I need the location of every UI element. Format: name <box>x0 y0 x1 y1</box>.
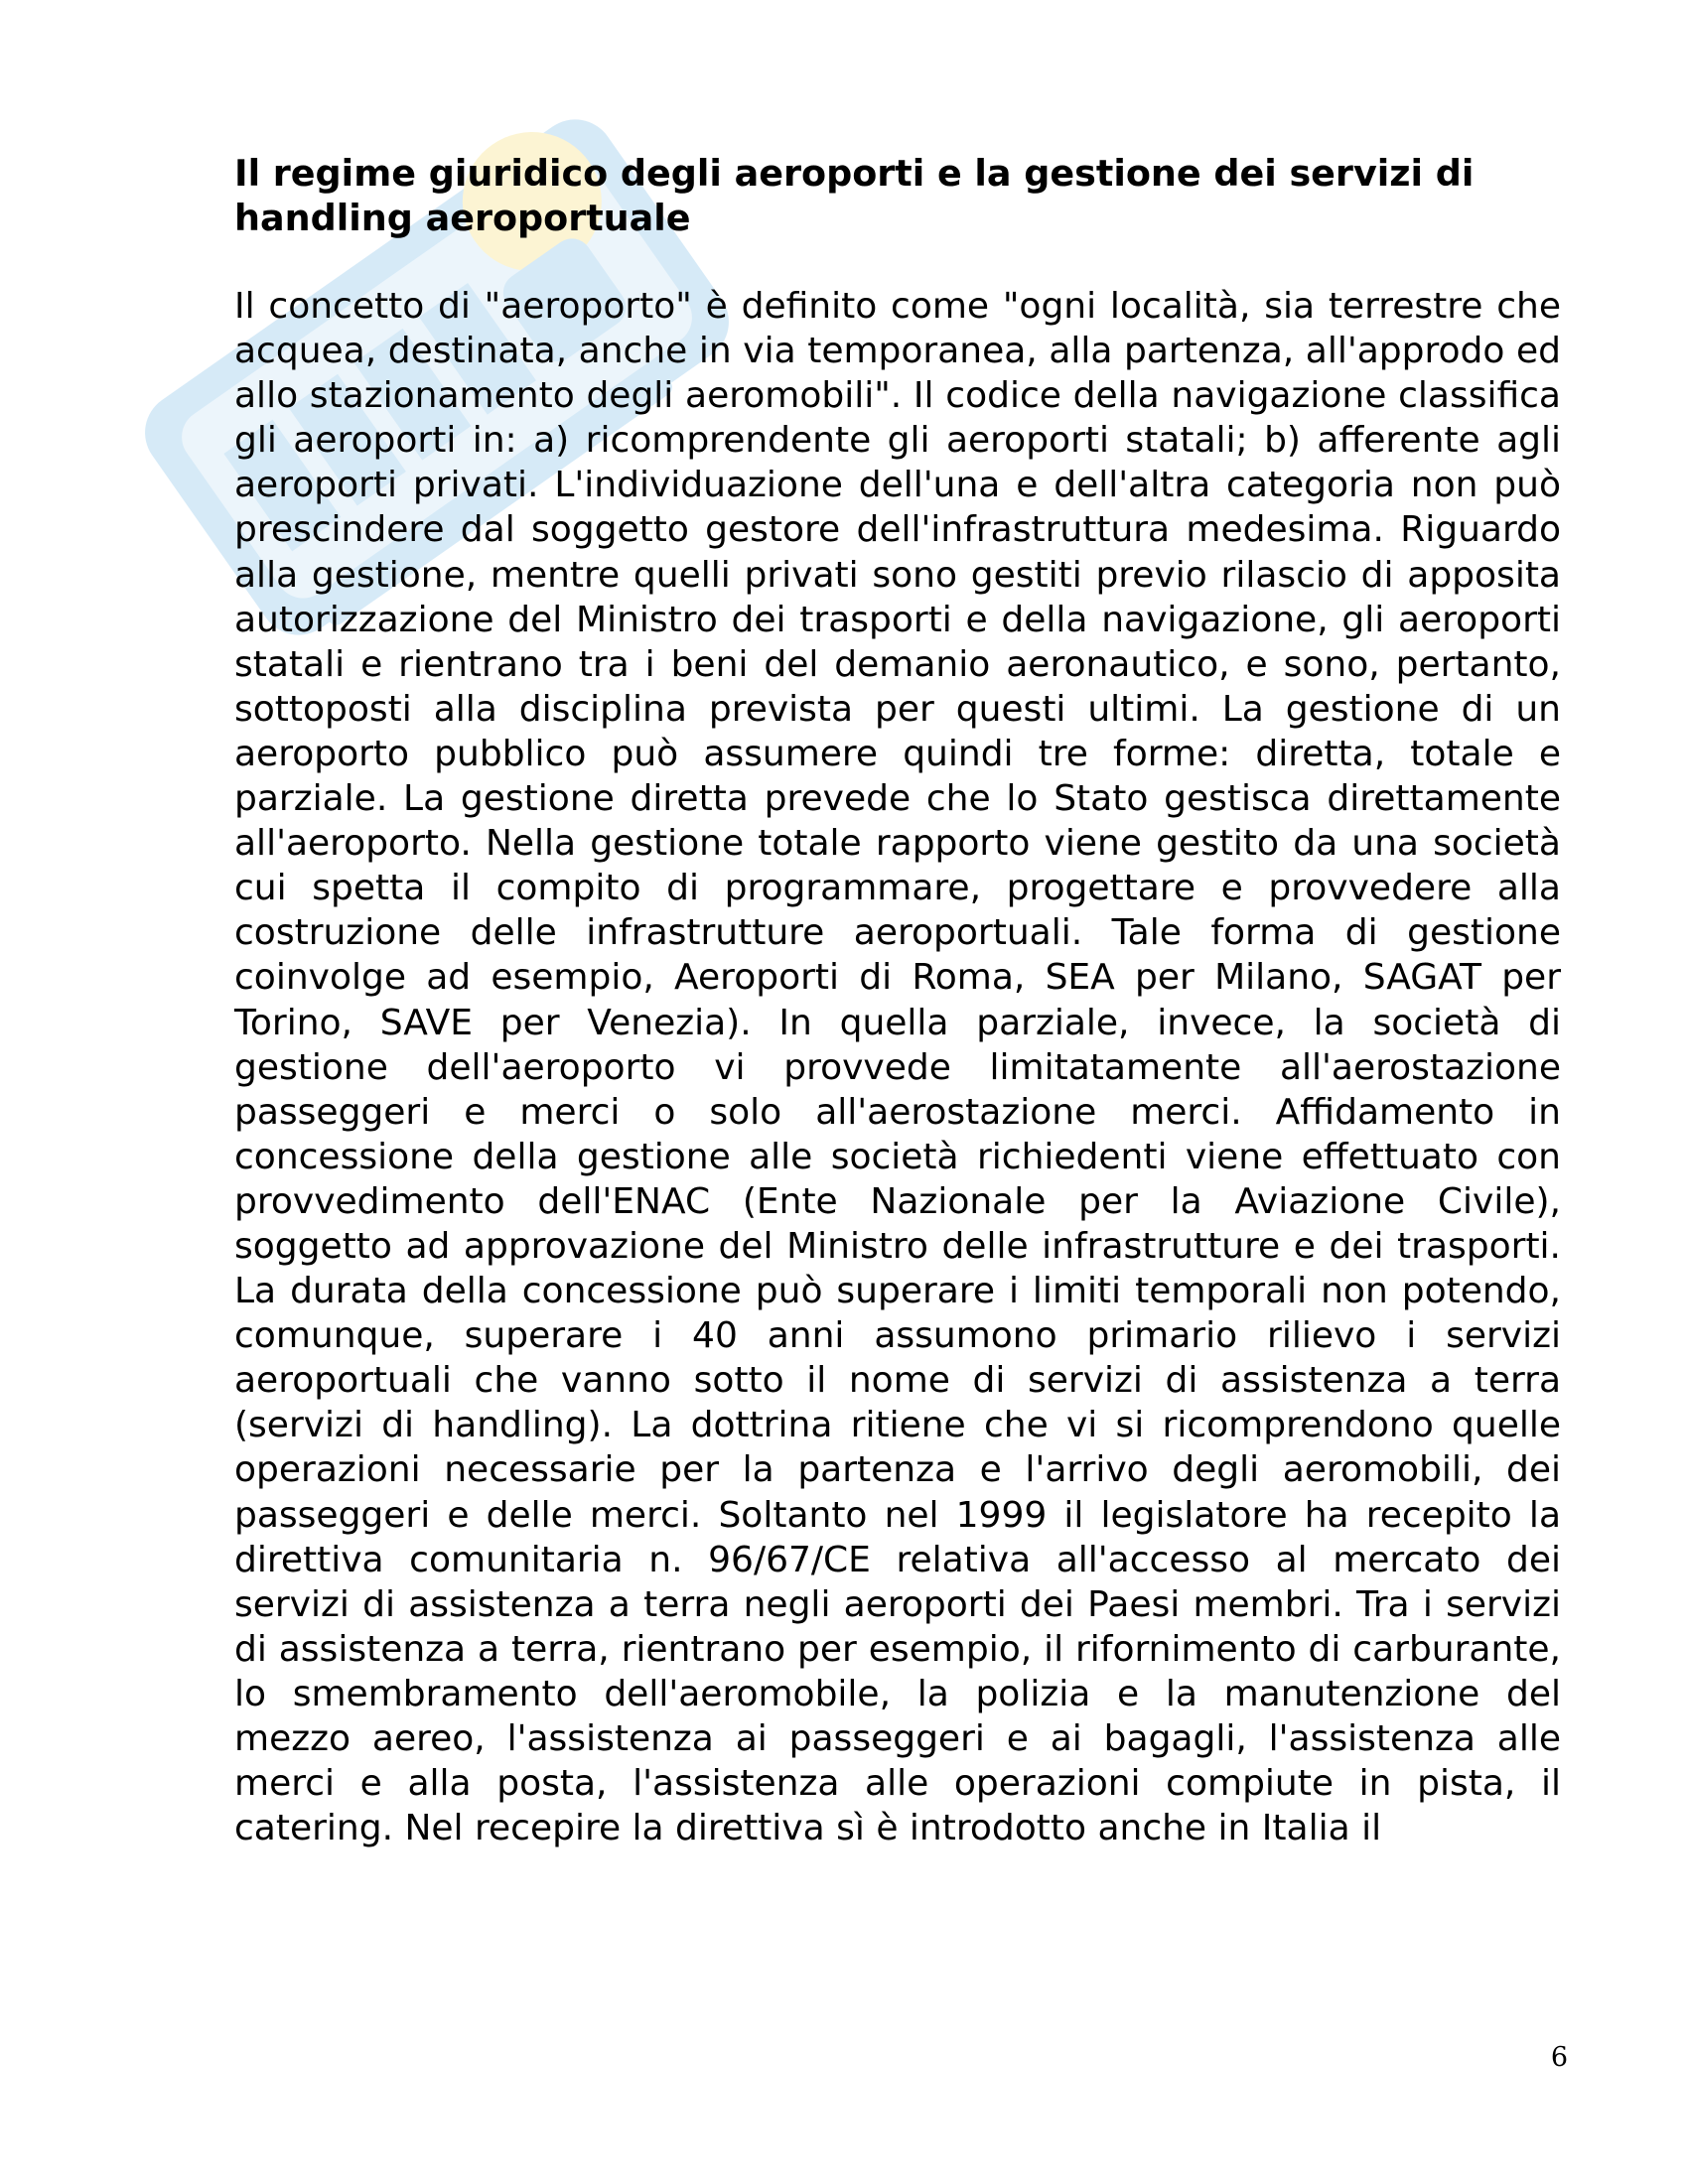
document-title: Il regime giuridico degli aeroporti e la gestione dei servizi di handling aeroportuale <box>234 152 1475 239</box>
document-content <box>234 151 1561 1850</box>
page-number: 6 <box>1550 2042 1568 2073</box>
document-body-paragraph: Il concetto di "aeroporto" è definito come "ogni località, sia terrestre che acquea, destinata, anche in via temporanea, alla partenza, all'approdo ed allo stazionamento degli aeromobili". Il codice della navigazione classifica gli aeroporti in: a) ricomprendente gli aeroporti statali; b) afferente agli aeroporti privati. L'individuazione dell'una e dell'altra categoria non può prescindere dal soggetto gestore dell'infrastruttura medesima. Riguardo alla gestione, mentre quelli privati sono gestiti previo rilascio di apposita autorizzazione del Ministro dei trasporti e della navigazione, gli aeroporti statali e rientrano tra i beni del demanio aeronautico, e sono, pertanto, sottoposti alla disciplina prevista per questi ultimi. La gestione di un aeroporto pubblico può assumere quindi tre forme: diretta, totale e parziale. La gestione diretta prevede che lo Stato gestisca direttamente all'aeroporto. Nella gestione totale rapporto viene gestito da una società cui spetta il compito di programmare, progettare e provvedere alla costruzione delle infrastrutture aeroportuali. Tale forma di gestione coinvolge ad esempio, Aeroporti di Roma, SEA per Milano, SAGAT per Torino, SAVE per Venezia). In quella parziale, invece, la società di gestione dell'aeroporto vi provvede limitatamente all'aerostazione passeggeri e merci o solo all'aerostazione merci. Affidamento in concessione della gestione alle società richiedenti viene effettuato con provvedimento dell'ENAC (Ente Nazionale per la Aviazione Civile), soggetto ad approvazione del Ministro delle infrastrutture e dei trasporti. La durata della concessione può superare i limiti temporali non potendo, comunque, superare i 40 anni assumono primario rilievo i servizi aeroportuali che vanno sotto il nome di servizi di assistenza a terra (servizi di handling). La dottrina ritiene che vi si ricomprendono quelle operazioni necessarie per la partenza e l'arrivo degli aeromobili, dei passeggeri e delle merci. Soltanto nel 1999 il legislatore ha recepito la direttiva comunitaria n. 96/67/CE relativa all'accesso al mercato dei servizi di assistenza a terra negli aeroporti dei Paesi membri. Tra i servizi di assistenza a terra, rientrano per esempio, il rifornimento di carburante, lo smembramento dell'aeromobile, la polizia e la manutenzione del mezzo aereo, l'assistenza ai passeggeri e ai bagagli, l'assistenza alle merci e alla posta, l'assistenza alle operazioni compiute in pista, il catering. Nel recepire la direttiva sì è introdotto anche in Italia il <box>234 286 1561 1849</box>
